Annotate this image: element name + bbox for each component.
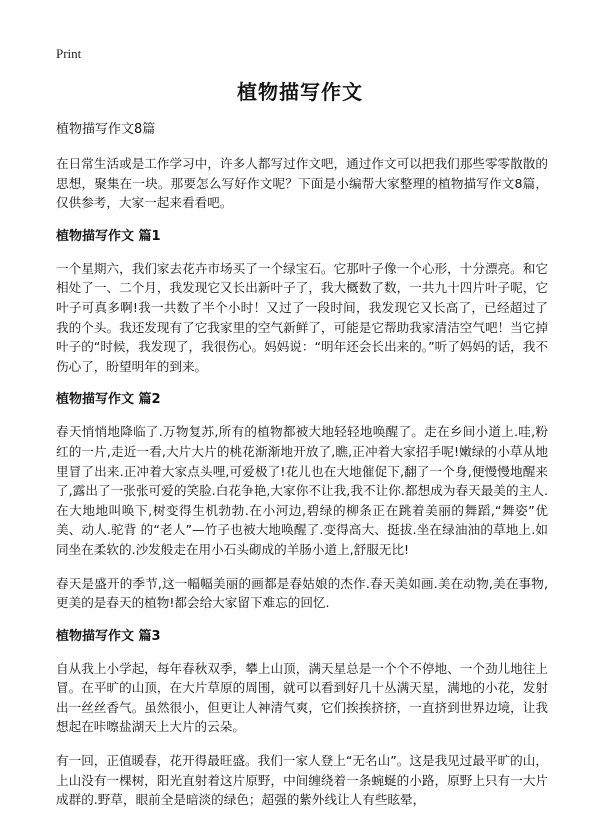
section-2-paragraph-1: 春天悄悄地降临了.万物复苏,所有的植物都被大地轻轻地唤醒了。走在乡间小道上.哇,粉红的一片,走近一看,大片大片的桃花渐渐地开放了,瞧,正冲着大家招手呢!嫩绿的小草从地里冒了出来.正冲着大家点头哩,可爱极了!花儿也在大地催促下,翻了一个身,便慢慢地醒来了,露出了一张张可爱的笑脸.白花争艳,大家你不让我,我不让你.都想成为春天最美的主人.在大地地叫唤下,树变得生机勃勃.在小河边,碧绿的柳条正在跳着美丽的舞蹈,“舞姿”优美、动人.驼背 的“老人”—竹子也被大地唤醒了.变得高大、挺拔.坐在绿油油的草地上.如同坐在柔软的.沙发般走在用小石头砌成的羊肠小道上,舒服无比! bbox=[56, 424, 548, 557]
section-3-paragraph-2: 有一回，正值暖春，花开得最旺盛。我们一家人登上“无名山”。这是我见过最平旷的山，上山没有一棵树，阳光直射着这片原野，中间缠绕着一条蜿蜒的小路，原野上只有一大片成群的.野草，眼前全是暗淡的绿色；超强的紫外线让人有些眩晕， bbox=[56, 753, 548, 808]
section-heading-1: 植物描写作文 篇1 bbox=[56, 228, 161, 244]
section-2-paragraph-2: 春天是盛开的季节,这一幅幅美丽的画都是春姑娘的杰作.春天美如画.美在动物,美在事物,更美的是春天的植物!都会给大家留下难忘的回忆. bbox=[56, 575, 548, 611]
document-title: 植物描写作文 bbox=[237, 80, 363, 104]
section-heading-2: 植物描写作文 篇2 bbox=[56, 392, 161, 408]
intro-paragraph: 在日常生活或是工作学习中，许多人都写过作文吧，通过作文可以把我们那些零零散散的思想，聚集在一块。那要怎么写好作文呢？下面是小编帮大家整理的植物描写作文8篇，仅供参考，大家一起来看看吧。 bbox=[56, 156, 548, 211]
section-heading-3: 植物描写作文 篇3 bbox=[56, 628, 161, 644]
section-3-paragraph-1: 自从我上小学起，每年春秋双季，攀上山顶，满天星总是一个个不停地、一个劲儿地往上冒。在平旷的山顶，在大片草原的周围，就可以看到好几十丛满天星，满地的小花，发射出一丝丝香气。虽然很小，但更让人神清气爽，它们挨挨挤挤，一直挤到世界边境，让我想起在咔嚓盐湖天上大片的云朵。 bbox=[56, 660, 548, 735]
document-subtitle: 植物描写作文8篇 bbox=[56, 122, 156, 137]
document-content bbox=[56, 120, 548, 824]
section-1-paragraph-1: 一个星期六，我们家去花卉市场买了一个绿宝石。它那叶子像一个心形，十分漂亮。和它相处了一、二个月，我发现它又长出新叶子了，我大概数了数，一共九十四片叶子呢，它叶子可真多啊!我一共数了半个小时！又过了一段时间，我发现它又长高了，已经超过了我的个头。我还发现有了它我家里的空气新鲜了，可能是它帮助我家清洁空气吧！当它掉叶子的“时候，我发现了，我很伤心。妈妈说：“明年还会长出来的。”听了妈妈的话，我不伤心了，盼望明年的到来。 bbox=[56, 260, 548, 374]
print-label[interactable]: Print bbox=[56, 46, 82, 61]
